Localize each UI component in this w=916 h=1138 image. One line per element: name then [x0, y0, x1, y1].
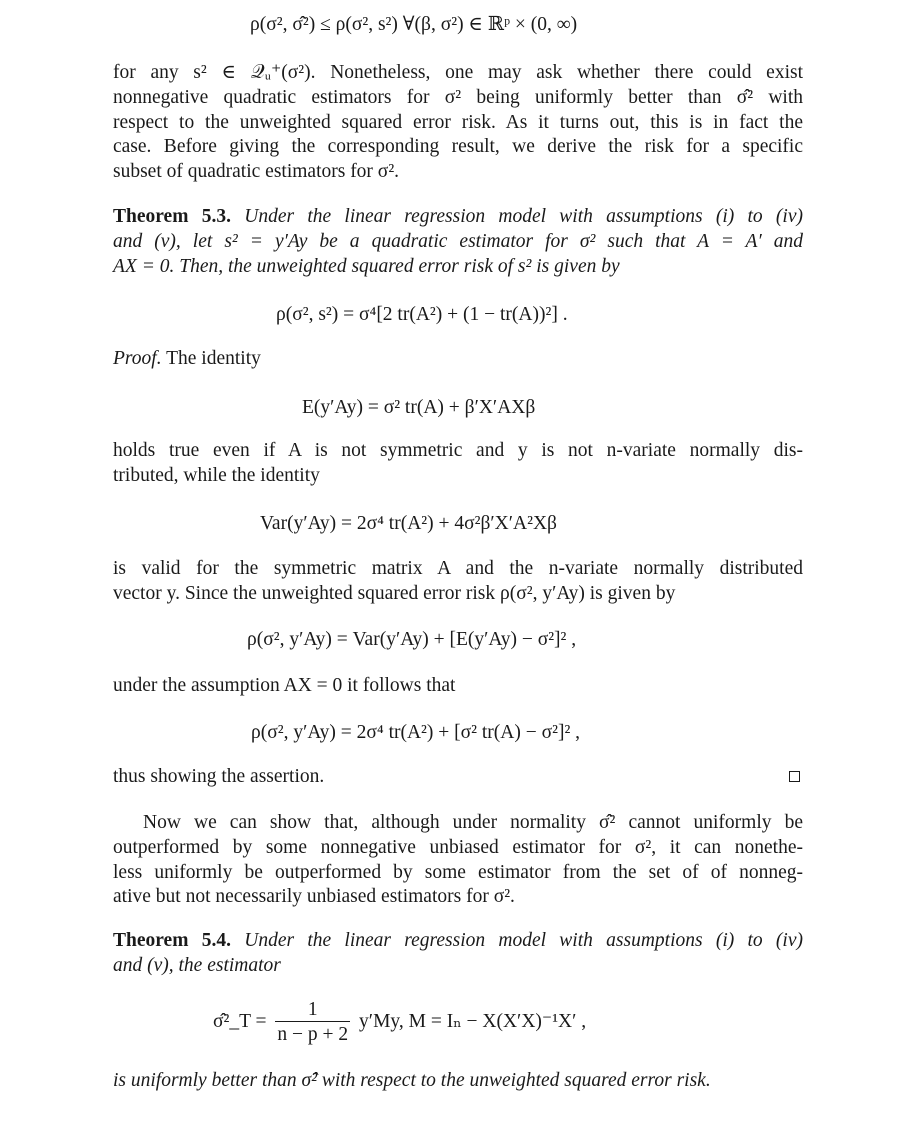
text-line: case. Before giving the corresponding result, we derive the risk for a specific — [113, 136, 803, 158]
theorem-line: and (v), let s² = y′Ay be a quadratic estimator for σ² such that A = A′ and — [113, 230, 803, 252]
equation-variance: Var(y′Ay) = 2σ⁴ tr(A²) + 4σ²β′X′A²Xβ — [260, 513, 557, 534]
theorem-label: Theorem 5.3. — [113, 206, 231, 227]
proof-label: Proof. — [113, 348, 162, 369]
theorem-line: Theorem 5.4. Under the linear regression model with assumptions (i) to (iv) — [113, 930, 803, 951]
theorem-5-4 — [113, 929, 803, 979]
theorem-conclusion — [113, 1069, 803, 1094]
equation-risk-inequality: ρ(σ², σ̂²) ≤ ρ(σ², s²) ∀(β, σ²) ∈ ℝᵖ × (0, ∞) — [250, 14, 578, 35]
text-line: tributed, while the identity — [113, 464, 320, 486]
paragraph-outperform — [113, 811, 803, 910]
equation-risk-result: ρ(σ², y′Ay) = 2σ⁴ tr(A²) + [σ² tr(A) − σ²]² , — [251, 722, 581, 743]
text-line: Now we can show that, although under normality σ̂² cannot uniformly be — [143, 812, 803, 833]
theorem-5-3 — [113, 205, 803, 279]
equation-expectation: E(y′Ay) = σ² tr(A) + β′X′AXβ — [302, 397, 536, 418]
text-line: under the assumption AX = 0 it follows that — [113, 675, 456, 696]
text-line: vector y. Since the unweighted squared error risk ρ(σ², y′Ay) is given by — [113, 582, 676, 604]
text-line: is valid for the symmetric matrix A and the n-variate normally distributed — [113, 558, 803, 579]
text-line: respect to the unweighted squared error risk. As it turns out, this is in fact the — [113, 111, 803, 133]
theorem-line: AX = 0. Then, the unweighted squared error risk of s² is given by — [113, 255, 620, 277]
theorem-label: Theorem 5.4. — [113, 930, 231, 951]
text-line: thus showing the assertion. — [113, 766, 325, 787]
qed-symbol — [789, 771, 800, 782]
paragraph-assertion — [113, 765, 803, 790]
estimator-lhs: σ̂²_T = — [213, 1011, 267, 1032]
text-line: for any s² ∈ 𝒬ᵤ⁺(σ²). Nonetheless, one may ask whether there could exist — [113, 62, 803, 83]
text-line: Proof. The identity — [113, 348, 261, 369]
text-line: nonnegative quadratic estimators for σ² being uniformly better than σ̂² with — [113, 86, 803, 108]
fraction-numerator: 1 — [307, 999, 318, 1021]
estimator-rhs: y′My, M = Iₙ − X(X′X)⁻¹X′ , — [359, 1011, 587, 1032]
text-line: less uniformly be outperformed by some estimator from the set of of nonneg- — [113, 861, 803, 883]
text-line: outperformed by some nonnegative unbiased estimator for σ², it can nonethe- — [113, 836, 803, 858]
equation-risk-decomposition: ρ(σ², y′Ay) = Var(y′Ay) + [E(y′Ay) − σ²]² , — [247, 629, 577, 650]
fraction — [275, 999, 350, 1046]
paragraph-valid — [113, 557, 803, 607]
theorem-line: Theorem 5.3. Under the linear regression model with assumptions (i) to (iv) — [113, 206, 803, 227]
theorem-line: and (v), the estimator — [113, 954, 281, 976]
equation-risk-formula: ρ(σ², s²) = σ⁴[2 tr(A²) + (1 − tr(A))²] . — [276, 304, 568, 325]
text-line: ative but not necessarily unbiased estimators for σ². — [113, 886, 515, 908]
fraction-denominator: n − p + 2 — [275, 1021, 350, 1046]
paragraph-identity — [113, 439, 803, 489]
equation-estimator — [213, 998, 586, 1046]
paragraph-intro — [113, 61, 803, 185]
text-line: subset of quadratic estimators for σ². — [113, 161, 400, 183]
text-line: holds true even if A is not symmetric and y is not n-variate normally dis- — [113, 440, 803, 461]
text-line: is uniformly better than σ̂² with respect to the unweighted squared error risk. — [113, 1070, 711, 1091]
paragraph-assumption — [113, 674, 803, 699]
proof-intro — [113, 347, 803, 372]
